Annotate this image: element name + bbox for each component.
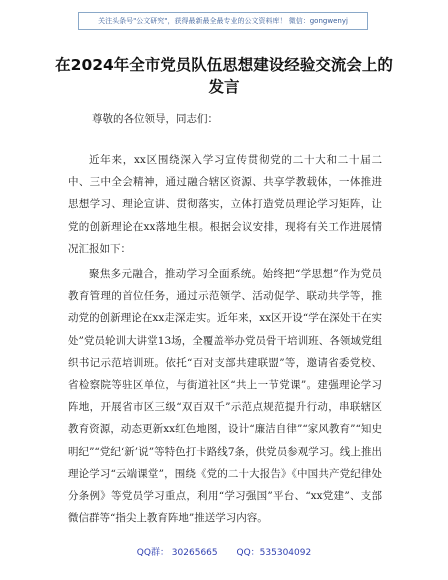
- document-title: 在2024年全市党员队伍思想建设经验交流会上的发言: [55, 56, 393, 96]
- qq-group-text: QQ群： 30265665: [136, 548, 218, 558]
- salutation: 尊敬的各位领导，同志们：: [92, 113, 218, 125]
- body-paragraph-2: 聚焦多元融合，推动学习全面系统。始终把“学思想”作为党员教育管理的首位任务，通过示范领学、活动促学、联动共学等，推动党的创新理论在xx走深走实。近年来，xx区开设“学在深处干在实处”党员轮训大讲堂13场，全覆盖举办党员骨干培训班、各领域党组织书记示范培训班。依托“百对支部共建联盟”等，邀请省委党校、省检察院等驻区单位，与街道社区“共上一节党课”。建强理论学习阵地，开展省市区三级“双百双千”示范点规范提升行动，串联辖区教育资源，动态更新xx红色地图，设计“廉洁自律”“家风教育”“知史明纪”“党纪‘新’说”等特色打卡路线7条，供党员参观学习。线上推出理论学习“云端课堂”，围绕《党的二十大报告》《中国共产党纪律处分条例》等党员学习重点，利用“学习强国”平台、“xx党建”、支部微信群等“指尖上教育阵地”推送学习内容。: [68, 268, 382, 525]
- qq-text: QQ：535304092: [236, 548, 312, 558]
- promo-banner: 关注头条号"公文研究"，获得最新最全最专业的公文资料库！ 微信：gongwenyj: [78, 12, 368, 30]
- body-paragraph-1: 近年来，xx区围绕深入学习宣传贯彻党的二十大和二十届二中、三中全会精神，通过融合辖区资源、共享学教载体，一体推进思想学习、理论宣讲、贯彻落实，立体打造党员理论学习矩阵，让党的创新理论在xx落地生根。根据会议安排，现将有关工作进展情况汇报如下：: [68, 154, 382, 255]
- contact-footer: [0, 545, 448, 558]
